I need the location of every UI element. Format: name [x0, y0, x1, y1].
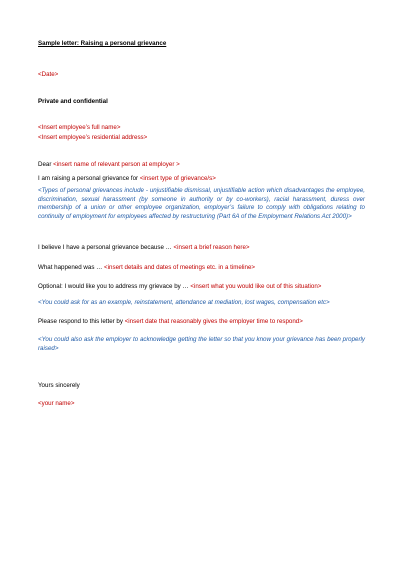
raising-line — [38, 175, 365, 184]
happened-line — [38, 264, 365, 273]
ask-note: <You could ask for as an example, reinstatement, attendance at mediation, lost wages, compensation etc> — [38, 299, 330, 306]
happened-prefix: What happened was … — [38, 264, 105, 271]
respond-prefix: Please respond to this letter by — [38, 318, 125, 325]
employee-name-placeholder: <Insert employee’s full name> — [38, 124, 121, 131]
optional-prefix: Optional: I would like you to address my grievace by … — [38, 283, 191, 290]
salutation — [38, 161, 365, 170]
respond-insert: <insert date that reasonably gives the employer time to respond> — [124, 318, 303, 325]
acknowledge-note: <You could also ask the employer to acknowledge getting the letter so that you know your grievance has been properly raised> — [38, 336, 365, 352]
private-confidential: Private and confidential — [38, 98, 108, 105]
your-name-placeholder: <your name> — [38, 400, 75, 407]
salutation-prefix: Dear — [38, 161, 54, 168]
letter-heading: Sample letter: Raising a personal grievance — [38, 40, 167, 47]
respond-line — [38, 318, 365, 327]
raising-insert: <insert type of grievance/s> — [139, 175, 216, 182]
salutation-insert: <insert name of relevant person at employer > — [53, 161, 180, 168]
raising-prefix: I am raising a personal grievance for — [38, 175, 140, 182]
believe-prefix: I believe I have a personal grievance because … — [38, 244, 174, 251]
optional-line — [38, 283, 365, 292]
grievance-types-note: <Types of personal grievances include - unjustifiable dismissal, unjustifiable action which disadvantages the employee, discrimination, sexual harassment (by someone in authority or by co-workers), racial harassment, duress over membership of a union or other employee organization, employer’s failure to comply with obligations relating to continuity of employment for employees affected by restructuring (Part 6A of the Employment Relations Act 2000)> — [38, 187, 365, 220]
optional-insert: <insert what you would like out of this situation> — [190, 283, 322, 290]
employee-address-placeholder: <Insert employee’s residential address> — [38, 134, 148, 141]
happened-insert: <insert details and dates of meetings etc. in a timeline> — [104, 264, 256, 271]
date-placeholder: <Date> — [38, 71, 59, 78]
believe-insert: <insert a brief reason here> — [173, 244, 250, 251]
believe-line — [38, 244, 365, 253]
sign-off: Yours sincerely — [38, 382, 80, 389]
